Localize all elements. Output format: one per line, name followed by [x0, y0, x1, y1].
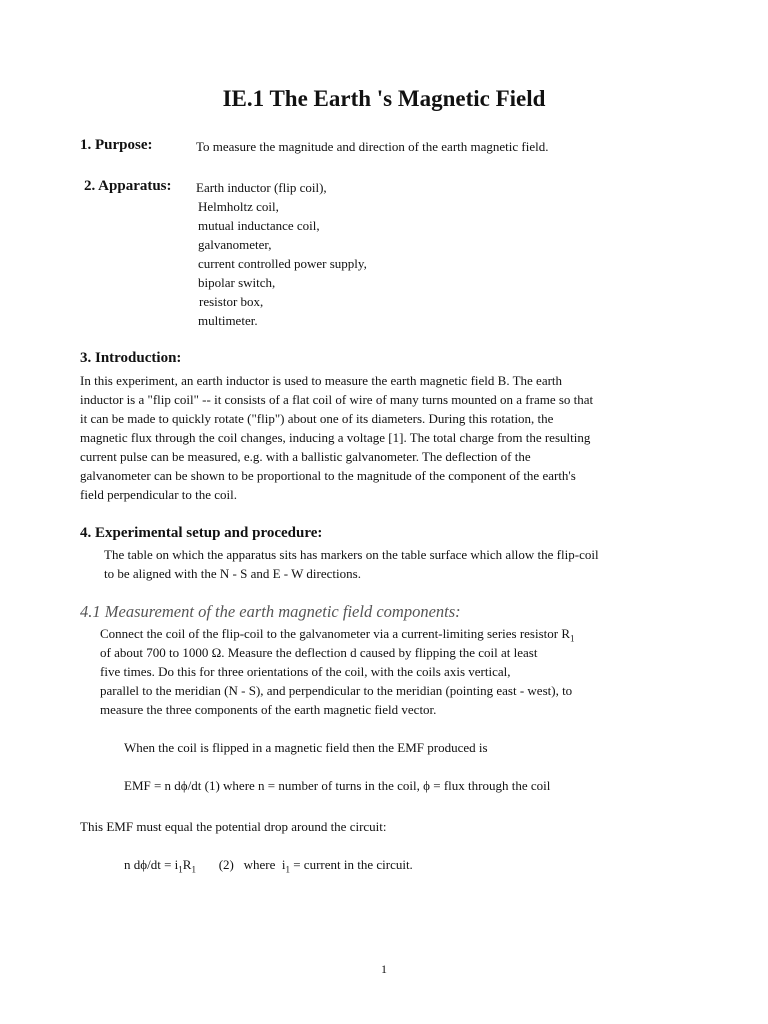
- introduction-line: galvanometer can be shown to be proportional to the magnitude of the component of the earth's: [80, 468, 576, 483]
- page-title: IE.1 The Earth 's Magnetic Field: [222, 86, 546, 111]
- section-41-line: measure the three components of the earth magnetic field vector.: [100, 702, 437, 717]
- apparatus-item: galvanometer,: [198, 237, 272, 252]
- setup-line: to be aligned with the N - S and E - W directions.: [104, 566, 361, 581]
- section-41-line: parallel to the meridian (N - S), and perpendicular to the meridian (pointing east - west), to: [100, 683, 573, 698]
- introduction-line: inductor is a "flip coil" -- it consists of a flat coil of wire of many turns mounted on a frame so that: [80, 392, 594, 407]
- apparatus-item: Earth inductor (flip coil),: [196, 180, 327, 195]
- apparatus-item: mutual inductance coil,: [198, 218, 320, 233]
- apparatus-item: bipolar switch,: [198, 275, 276, 290]
- apparatus-item: resistor box,: [199, 294, 264, 309]
- apparatus-item: current controlled power supply,: [198, 256, 367, 271]
- circuit-text: This EMF must equal the potential drop around the circuit:: [80, 819, 387, 834]
- purpose-heading: 1. Purpose:: [80, 137, 153, 153]
- section-41-line: of about 700 to 1000 Ω. Measure the deflection d caused by flipping the coil at least: [100, 645, 538, 660]
- introduction-line: it can be made to quickly rotate ("flip") about one of its diameters. During this rotation, the: [80, 411, 554, 426]
- introduction-line: current pulse can be measured, e.g. with a ballistic galvanometer. The deflection of the: [80, 449, 531, 464]
- apparatus-item: multimeter.: [198, 313, 258, 328]
- equation-1: EMF = n dϕ/dt (1) where n = number of turns in the coil, ϕ = flux through the coil: [124, 778, 551, 793]
- section-41-line: five times. Do this for three orientations of the coil, with the coils axis vertical,: [100, 664, 511, 679]
- setup-heading: 4. Experimental setup and procedure:: [80, 525, 323, 541]
- apparatus-item: Helmholtz coil,: [198, 199, 279, 214]
- introduction-heading: 3. Introduction:: [80, 350, 182, 366]
- apparatus-heading: 2. Apparatus:: [84, 178, 172, 194]
- purpose-text: To measure the magnitude and direction of the earth magnetic field.: [196, 139, 549, 154]
- introduction-line: field perpendicular to the coil.: [80, 487, 238, 502]
- page-number: 1: [381, 962, 387, 976]
- introduction-line: In this experiment, an earth inductor is used to measure the earth magnetic field B. The earth: [80, 373, 563, 388]
- emf-intro: When the coil is flipped in a magnetic field then the EMF produced is: [124, 740, 488, 755]
- section-41-line: Connect the coil of the flip-coil to the galvanometer via a current-limiting series resistor $R_1$: [100, 626, 575, 644]
- introduction-line: magnetic flux through the coil changes, inducing a voltage [1]. The total charge from the resulting: [80, 430, 591, 445]
- setup-line: The table on which the apparatus sits has markers on the table surface which allow the flip-coil: [104, 547, 599, 562]
- section-41-heading: 4.1 Measurement of the earth magnetic field components:: [80, 602, 461, 621]
- equation-2: n $d\phi/dt = i_1R_1$ (2) where $i_1$ = current in the circuit.: [124, 857, 413, 875]
